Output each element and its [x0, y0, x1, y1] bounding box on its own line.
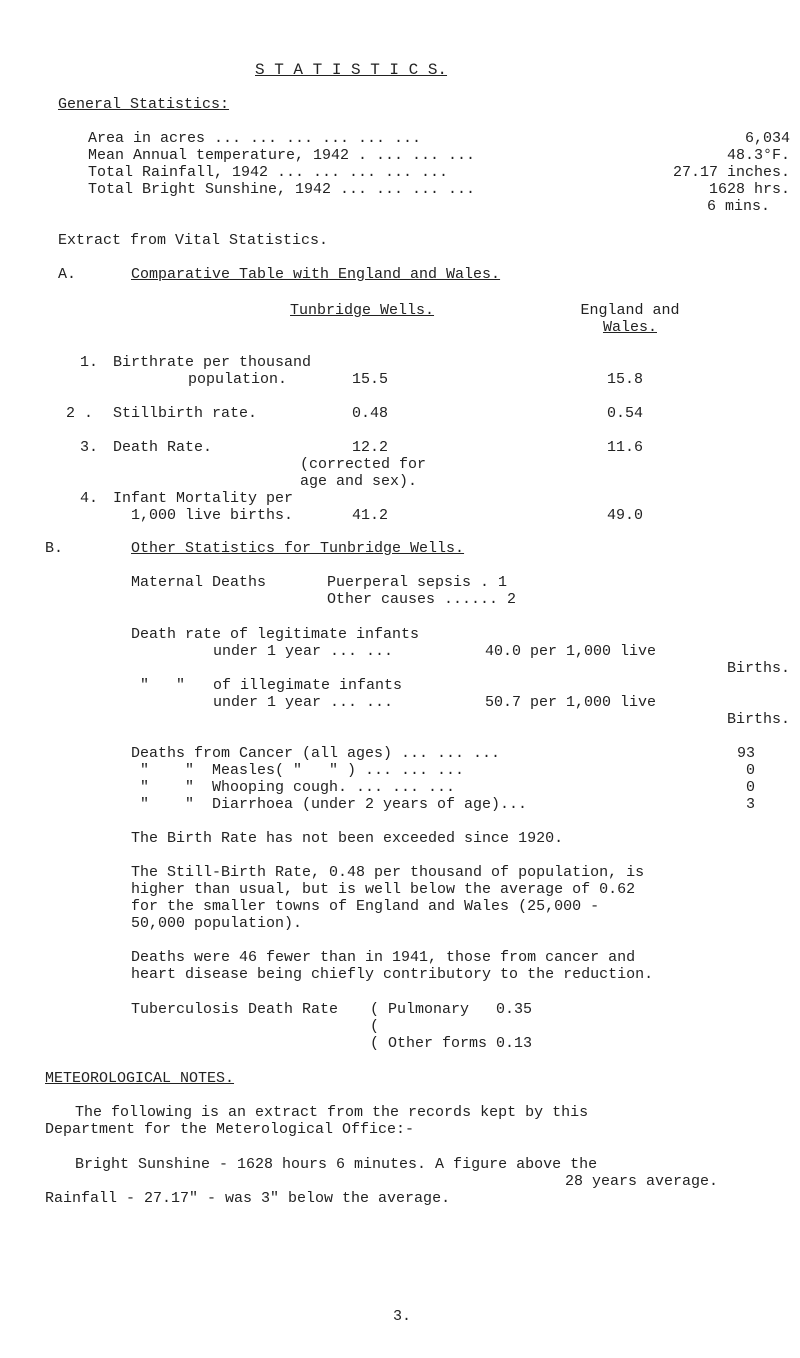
- general-sunshine-minutes: 6 mins.: [706, 198, 770, 215]
- illegitimate-rate: 50.7 per 1,000 live: [485, 694, 657, 711]
- legitimate-label-line2: under 1 year ... ...: [213, 643, 394, 660]
- deaths-cancer-value: 93: [736, 745, 755, 762]
- general-row-sunshine-value: 1628 hrs.: [708, 181, 790, 198]
- row-1-number: 1.: [80, 354, 99, 371]
- deaths-paragraph-line2: heart disease being chiefly contributory to the reduction.: [131, 966, 654, 983]
- row-3-note-line1: (corrected for: [300, 456, 427, 473]
- general-statistics-heading: General Statistics:: [58, 96, 230, 113]
- legitimate-rate: 40.0 per 1,000 live: [485, 643, 657, 660]
- general-row-sunshine-label: Total Bright Sunshine, 1942 ... ... ... ...: [88, 181, 476, 198]
- meteorological-heading: METEOROLOGICAL NOTES.: [45, 1070, 235, 1087]
- deaths-measles-label: " " Measles( " " ) ... ... ...: [140, 762, 465, 779]
- general-row-rainfall-value: 27.17 inches.: [672, 164, 790, 181]
- section-a-letter: A.: [58, 266, 77, 283]
- col-england-wales-line2: Wales.: [602, 319, 657, 336]
- birth-rate-paragraph: The Birth Rate has not been exceeded since 1920.: [131, 830, 564, 847]
- illegitimate-label-line1: of illegimate infants: [213, 677, 403, 694]
- row-1-tunbridge-value: 15.5: [351, 371, 388, 388]
- row-4-number: 4.: [80, 490, 99, 507]
- stillbirth-paragraph-line3: for the smaller towns of England and Wales (25,000 -: [131, 898, 600, 915]
- row-1-label-cont: population.: [188, 371, 288, 388]
- section-a-heading: Comparative Table with England and Wales.: [131, 266, 501, 283]
- tuberculosis-other: ( Other forms 0.13: [370, 1035, 533, 1052]
- row-3-number: 3.: [80, 439, 99, 456]
- page-number: 3.: [393, 1308, 412, 1325]
- maternal-sepsis-line: Puerperal sepsis . 1: [327, 574, 508, 591]
- row-3-note-line2: age and sex).: [300, 473, 418, 490]
- stillbirth-paragraph-line4: 50,000 population).: [131, 915, 303, 932]
- tuberculosis-bracket: (: [370, 1018, 380, 1035]
- section-b-heading: Other Statistics for Tunbridge Wells.: [131, 540, 465, 557]
- row-1-label: Birthrate per thousand: [113, 354, 312, 371]
- illegitimate-label-line2: under 1 year ... ...: [213, 694, 394, 711]
- extract-heading: Extract from Vital Statistics.: [58, 232, 329, 249]
- deaths-paragraph-line1: Deaths were 46 fewer than in 1941, those from cancer and: [131, 949, 636, 966]
- row-3-england-value: 11.6: [606, 439, 643, 456]
- col-tunbridge-wells: Tunbridge Wells.: [290, 302, 435, 319]
- deaths-diarrhoea-value: 3: [745, 796, 755, 813]
- maternal-deaths-label: Maternal Deaths: [131, 574, 267, 591]
- stillbirth-paragraph-line2: higher than usual, but is well below the average of 0.62: [131, 881, 636, 898]
- deaths-whooping-label: " " Whooping cough. ... ... ...: [140, 779, 456, 796]
- row-4-label: Infant Mortality per: [113, 490, 294, 507]
- stillbirth-paragraph-line1: The Still-Birth Rate, 0.48 per thousand of population, is: [131, 864, 645, 881]
- row-3-tunbridge-value: 12.2: [351, 439, 388, 456]
- deaths-cancer-label: Deaths from Cancer (all ages) ... ... ...: [131, 745, 501, 762]
- maternal-other-line: Other causes ...... 2: [327, 591, 517, 608]
- row-4-label-cont: 1,000 live births.: [131, 507, 294, 524]
- meteorological-intro-line2: Department for the Meterological Office:-: [45, 1121, 415, 1138]
- row-2-number: 2 .: [66, 405, 94, 422]
- row-2-label: Stillbirth rate.: [113, 405, 258, 422]
- col-england-wales-line1: England and: [580, 302, 680, 319]
- section-b-letter: B.: [45, 540, 64, 557]
- deaths-diarrhoea-label: " " Diarrhoea (under 2 years of age)...: [140, 796, 528, 813]
- tuberculosis-pulmonary: ( Pulmonary 0.35: [370, 1001, 533, 1018]
- general-row-area-value: 6,034: [744, 130, 790, 147]
- deaths-whooping-value: 0: [745, 779, 755, 796]
- sunshine-note-line2: 28 years average.: [565, 1173, 719, 1190]
- page-title: S T A T I S T I C S.: [255, 61, 448, 79]
- legitimate-births: Births.: [726, 660, 790, 677]
- row-2-england-value: 0.54: [606, 405, 643, 422]
- deaths-measles-value: 0: [745, 762, 755, 779]
- row-2-tunbridge-value: 0.48: [351, 405, 388, 422]
- row-4-england-value: 49.0: [606, 507, 643, 524]
- general-row-temperature-label: Mean Annual temperature, 1942 . ... ... ...: [88, 147, 476, 164]
- row-3-label: Death Rate.: [113, 439, 213, 456]
- general-row-area-label: Area in acres ... ... ... ... ... ...: [88, 130, 422, 147]
- general-row-rainfall-label: Total Rainfall, 1942 ... ... ... ... ...: [88, 164, 449, 181]
- general-row-temperature-value: 48.3°F.: [726, 147, 790, 164]
- rainfall-note: Rainfall - 27.17" - was 3" below the average.: [45, 1190, 451, 1207]
- meteorological-intro-line1: The following is an extract from the records kept by this: [75, 1104, 589, 1121]
- legitimate-label-line1: Death rate of legitimate infants: [131, 626, 420, 643]
- sunshine-note-line1: Bright Sunshine - 1628 hours 6 minutes. A figure above the: [75, 1156, 598, 1173]
- illegitimate-ditto: " ": [140, 677, 186, 694]
- row-1-england-value: 15.8: [606, 371, 643, 388]
- illegitimate-births: Births.: [726, 711, 790, 728]
- row-4-tunbridge-value: 41.2: [351, 507, 388, 524]
- tuberculosis-label: Tuberculosis Death Rate: [131, 1001, 339, 1018]
